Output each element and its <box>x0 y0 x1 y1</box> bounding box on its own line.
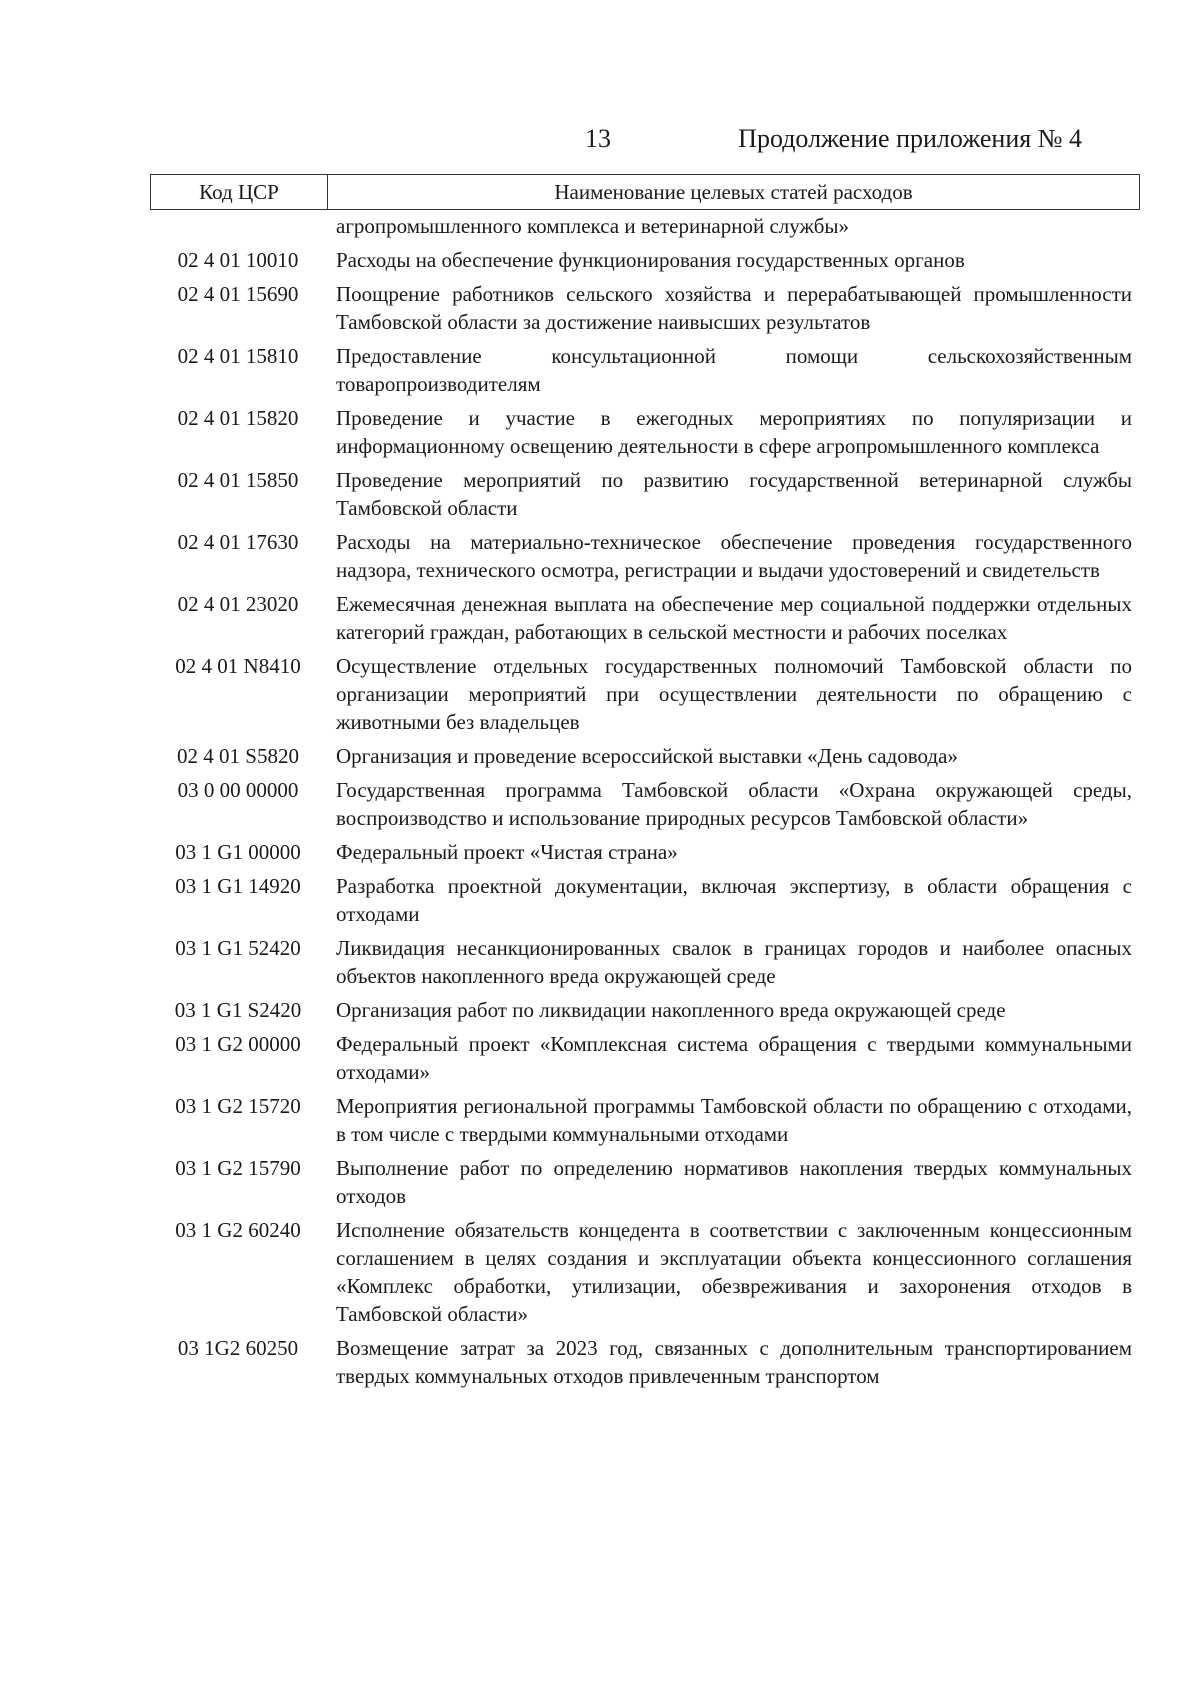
row-code: 03 1G2 60250 <box>177 1336 299 1360</box>
row-code: 03 1 G2 60240 <box>175 1218 301 1242</box>
row-code: 02 4 01 23020 <box>177 592 299 616</box>
table-row <box>150 934 1140 990</box>
row-name: Федеральный проект «Комплексная система обращения с твердыми коммунальными отходами» <box>336 1032 1132 1084</box>
table-row <box>150 528 1140 584</box>
row-code: 02 4 01 15820 <box>177 406 299 430</box>
table-row <box>150 776 1140 832</box>
row-name: Федеральный проект «Чистая страна» <box>336 840 678 864</box>
page-number: 13 <box>585 124 611 153</box>
row-name: Расходы на обеспечение функционирования государственных органов <box>336 248 965 272</box>
table-row <box>150 1092 1140 1148</box>
row-name: Государственная программа Тамбовской области «Охрана окружающей среды, воспроизводство и использование природных ресурсов Тамбовской области» <box>336 778 1132 830</box>
table-row <box>150 996 1140 1024</box>
table-row <box>150 1216 1140 1328</box>
table-row <box>150 838 1140 866</box>
table-row <box>150 466 1140 522</box>
row-code: 02 4 01 N8410 <box>175 654 301 678</box>
row-code: 03 0 00 00000 <box>177 778 299 802</box>
row-name: Исполнение обязательств концедента в соответствии с заключенным концессионным соглашением в целях создания и эксплуатации объекта концессионного соглашения «Комплекс обработки, утилизации, обезвреживания и захоронения отходов в Тамбовской области» <box>336 1218 1132 1326</box>
row-name: Разработка проектной документации, включая экспертизу, в области обращения с отходами <box>336 874 1132 926</box>
table-row-continuation <box>150 212 1140 240</box>
row-name: Выполнение работ по определению нормативов накопления твердых коммунальных отходов <box>336 1156 1132 1208</box>
row-code: 03 1 G2 15720 <box>175 1094 301 1118</box>
row-name: Мероприятия региональной программы Тамбовской области по обращению с отходами, в том числе с твердыми коммунальными отходами <box>336 1094 1132 1146</box>
row-name: Ежемесячная денежная выплата на обеспечение мер социальной поддержки отдельных категорий граждан, работающих в сельской местности и рабочих поселках <box>336 592 1132 644</box>
row-code: 03 1 G1 14920 <box>175 874 301 898</box>
table-row <box>150 872 1140 928</box>
table-row <box>150 404 1140 460</box>
row-code: 03 1 G1 52420 <box>175 936 301 960</box>
table-row <box>150 1154 1140 1210</box>
appendix-title: Продолжение приложения № 4 <box>738 124 1082 153</box>
row-code: 03 1 G2 15790 <box>175 1156 301 1180</box>
table-row <box>150 652 1140 736</box>
table-row <box>150 1334 1140 1390</box>
row-name: Осуществление отдельных государственных полномочий Тамбовской области по организации мероприятий при осуществлении деятельности по обращению с животными без владельцев <box>336 654 1132 734</box>
row-code: 02 4 01 15810 <box>177 344 299 368</box>
row-name: Организация и проведение всероссийской выставки «День садовода» <box>336 744 958 768</box>
table-body <box>150 212 1140 1396</box>
row-name: Возмещение затрат за 2023 год, связанных с дополнительным транспортированием твердых коммунальных отходов привлеченным транспортом <box>336 1336 1132 1388</box>
column-header-name: Наименование целевых статей расходов <box>554 179 913 204</box>
table-row <box>150 246 1140 274</box>
row-code: 02 4 01 10010 <box>177 248 299 272</box>
row-name: Расходы на материально-техническое обеспечение проведения государственного надзора, технического осмотра, регистрации и выдачи удостоверений и свидетельств <box>336 530 1132 582</box>
row-code: 02 4 01 15690 <box>177 282 299 306</box>
table-row <box>150 1030 1140 1086</box>
row-name: Поощрение работников сельского хозяйства и перерабатывающей промышленности Тамбовской области за достижение наивысших результатов <box>336 282 1132 334</box>
row-code: 03 1 G2 00000 <box>175 1032 301 1056</box>
table-row <box>150 280 1140 336</box>
table-row <box>150 742 1140 770</box>
row-name: Проведение и участие в ежегодных мероприятиях по популяризации и информационному освещению деятельности в сфере агропромышленного комплекса <box>336 406 1132 458</box>
row-code: 02 4 01 S5820 <box>177 744 299 768</box>
table-header <box>150 174 1140 210</box>
row-code: 02 4 01 17630 <box>177 530 299 554</box>
column-header-code: Код ЦСР <box>151 175 328 209</box>
row-name: агропромышленного комплекса и ветеринарной службы» <box>336 214 850 238</box>
row-name: Организация работ по ликвидации накопленного вреда окружающей среде <box>336 998 1006 1022</box>
row-code: 02 4 01 15850 <box>177 468 299 492</box>
row-name: Ликвидация несанкционированных свалок в границах городов и наиболее опасных объектов накопленного вреда окружающей среде <box>336 936 1132 988</box>
row-code: 03 1 G1 00000 <box>175 840 301 864</box>
row-name: Проведение мероприятий по развитию государственной ветеринарной службы Тамбовской области <box>336 468 1132 520</box>
row-name: Предоставление консультационной помощи сельскохозяйственным товаропроизводителям <box>336 344 1132 396</box>
table-row <box>150 590 1140 646</box>
row-code: 03 1 G1 S2420 <box>174 998 302 1022</box>
table-row <box>150 342 1140 398</box>
